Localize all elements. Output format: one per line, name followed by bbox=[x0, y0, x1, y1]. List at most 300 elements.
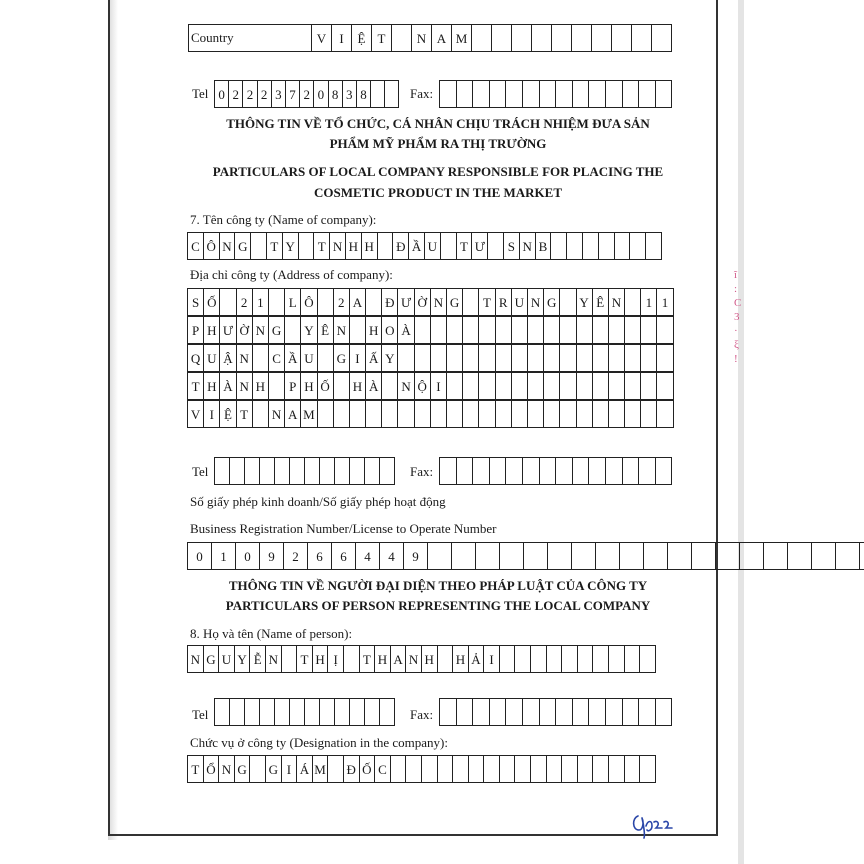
form-cell: N bbox=[397, 372, 414, 400]
form-cell: N bbox=[329, 232, 346, 260]
form-cell: 1 bbox=[656, 288, 673, 316]
form-cell: 4 bbox=[379, 542, 404, 570]
form-cell bbox=[349, 316, 366, 344]
form-cell bbox=[643, 542, 668, 570]
section-person-title-vi: THÔNG TIN VỀ NGƯỜI ĐẠI DIỆN THEO PHÁP LUẬT CỦA CÔNG TY bbox=[228, 578, 648, 593]
form-cell bbox=[638, 457, 656, 485]
form-cell bbox=[639, 755, 656, 783]
form-cell bbox=[595, 542, 620, 570]
form-cell bbox=[631, 24, 652, 52]
form-cell bbox=[640, 316, 657, 344]
form-cell bbox=[655, 80, 673, 108]
form-cell bbox=[456, 698, 474, 726]
form-cell bbox=[439, 698, 457, 726]
form-cell: Ệ bbox=[219, 400, 236, 428]
license-label-en: Business Registration Number/License to Operate Number bbox=[190, 521, 497, 536]
form-cell bbox=[446, 344, 463, 372]
form-cell bbox=[317, 344, 334, 372]
form-cell bbox=[478, 344, 495, 372]
form-cell: Ộ bbox=[414, 372, 431, 400]
form-cell bbox=[543, 400, 560, 428]
form-cell: N bbox=[519, 232, 536, 260]
form-cell bbox=[219, 288, 236, 316]
form-cell: U bbox=[424, 232, 441, 260]
form-cell: 2 bbox=[283, 542, 308, 570]
form-cell: N bbox=[608, 288, 625, 316]
form-cell: 6 bbox=[307, 542, 332, 570]
form-cell bbox=[319, 698, 335, 726]
form-cell bbox=[576, 400, 593, 428]
form-cell: S bbox=[503, 232, 520, 260]
form-cell: 9 bbox=[403, 542, 428, 570]
form-cell bbox=[365, 400, 382, 428]
form-cell: 7 bbox=[285, 80, 300, 108]
form-cell bbox=[268, 372, 285, 400]
form-cell bbox=[495, 344, 512, 372]
form-cell: 3 bbox=[271, 80, 286, 108]
form-cell: N bbox=[268, 400, 285, 428]
form-cell: Y bbox=[381, 344, 398, 372]
form-cell bbox=[619, 542, 644, 570]
form-cell bbox=[430, 400, 447, 428]
form-cell: Ậ bbox=[219, 344, 236, 372]
form-cell bbox=[645, 232, 662, 260]
form-cell bbox=[527, 316, 544, 344]
form-cell: Đ bbox=[343, 755, 360, 783]
form-cell: H bbox=[203, 372, 220, 400]
form-cell bbox=[427, 542, 452, 570]
form-cell: A bbox=[284, 400, 301, 428]
form-cell: Y bbox=[576, 288, 593, 316]
form-cell: 6 bbox=[331, 542, 356, 570]
designation-label: Chức vụ ở công ty (Designation in the company): bbox=[190, 735, 448, 750]
form-cell: 2 bbox=[228, 80, 243, 108]
form-cell: G bbox=[333, 344, 350, 372]
form-cell: 0 bbox=[313, 80, 328, 108]
form-cell bbox=[577, 755, 594, 783]
form-cell: N bbox=[430, 288, 447, 316]
form-cell bbox=[281, 645, 298, 673]
form-cell bbox=[572, 80, 590, 108]
form-cell bbox=[462, 288, 479, 316]
form-cell: N bbox=[527, 288, 544, 316]
tel-label-3: Tel bbox=[192, 707, 209, 722]
form-cell: T bbox=[266, 232, 283, 260]
form-cell bbox=[397, 400, 414, 428]
form-cell bbox=[391, 24, 412, 52]
section-person-title-en: PARTICULARS OF PERSON REPRESENTING THE LOCAL COMPANY bbox=[225, 598, 651, 613]
form-cell: Đ bbox=[392, 232, 409, 260]
form-cell bbox=[561, 755, 578, 783]
form-cell: Ễ bbox=[249, 645, 266, 673]
form-cell: Ả bbox=[468, 645, 485, 673]
form-cell bbox=[491, 24, 512, 52]
form-cell bbox=[588, 457, 606, 485]
section-company-title-vi-2: PHẨM MỸ PHẨM RA THỊ TRƯỜNG bbox=[329, 136, 547, 151]
form-cell bbox=[304, 698, 320, 726]
form-cell bbox=[592, 372, 609, 400]
form-cell: Ấ bbox=[365, 344, 382, 372]
form-cell bbox=[640, 400, 657, 428]
form-cell bbox=[577, 645, 594, 673]
form-cell bbox=[559, 400, 576, 428]
license-label-vi: Số giấy phép kinh doanh/Số giấy phép hoạt động bbox=[190, 494, 446, 509]
form-cell bbox=[629, 232, 646, 260]
fax-label-1: Fax: bbox=[410, 86, 434, 101]
form-cell bbox=[656, 316, 673, 344]
adjacent-page-edge bbox=[738, 0, 744, 864]
form-cell: Ố bbox=[359, 755, 376, 783]
form-cell bbox=[559, 372, 576, 400]
form-cell bbox=[252, 400, 269, 428]
form-cell: A bbox=[349, 288, 366, 316]
form-cell bbox=[640, 372, 657, 400]
form-cell bbox=[343, 645, 360, 673]
form-cell bbox=[605, 80, 623, 108]
form-cell: G bbox=[268, 316, 285, 344]
form-cell bbox=[505, 80, 523, 108]
form-cell bbox=[511, 316, 528, 344]
form-cell bbox=[592, 755, 609, 783]
form-cell: N bbox=[187, 645, 204, 673]
form-cell bbox=[624, 344, 641, 372]
form-cell: Ư bbox=[219, 316, 236, 344]
form-cell: H bbox=[312, 645, 329, 673]
form-cell: Ầ bbox=[284, 344, 301, 372]
form-cell: 2 bbox=[333, 288, 350, 316]
form-cell bbox=[214, 698, 230, 726]
form-cell bbox=[624, 288, 641, 316]
form-cell: G bbox=[234, 755, 251, 783]
form-cell bbox=[472, 457, 490, 485]
form-cell bbox=[439, 80, 457, 108]
form-cell bbox=[495, 316, 512, 344]
form-cell bbox=[317, 400, 334, 428]
form-cell bbox=[591, 24, 612, 52]
form-cell: N bbox=[252, 316, 269, 344]
form-cell bbox=[379, 457, 395, 485]
form-cell: S bbox=[187, 288, 204, 316]
form-cell bbox=[259, 698, 275, 726]
form-cell bbox=[364, 457, 380, 485]
form-cell: N bbox=[411, 24, 432, 52]
form-cell bbox=[430, 344, 447, 372]
form-cell bbox=[605, 457, 623, 485]
form-cell: À bbox=[397, 316, 414, 344]
form-cell: 0 bbox=[235, 542, 260, 570]
form-cell: 1 bbox=[211, 542, 236, 570]
form-cell bbox=[622, 457, 640, 485]
form-cell bbox=[505, 457, 523, 485]
form-cell: M bbox=[300, 400, 317, 428]
form-cell bbox=[608, 316, 625, 344]
form-cell: N bbox=[219, 232, 236, 260]
form-cell: U bbox=[218, 645, 235, 673]
fax-label-2: Fax: bbox=[410, 464, 434, 479]
form-cell bbox=[571, 24, 592, 52]
fax-cells-2 bbox=[440, 457, 672, 485]
form-cell: V bbox=[311, 24, 332, 52]
form-cell: I bbox=[349, 344, 366, 372]
form-cell bbox=[640, 344, 657, 372]
form-cell bbox=[546, 755, 563, 783]
country-label: Country bbox=[188, 24, 312, 52]
form-cell bbox=[561, 645, 578, 673]
form-cell bbox=[543, 372, 560, 400]
form-cell bbox=[572, 698, 590, 726]
form-cell: 8 bbox=[328, 80, 343, 108]
form-cell bbox=[349, 698, 365, 726]
address-label: Địa chỉ công ty (Address of company): bbox=[190, 267, 393, 282]
form-cell bbox=[397, 344, 414, 372]
form-cell: 3 bbox=[342, 80, 357, 108]
form-cell bbox=[859, 542, 864, 570]
form-cell bbox=[511, 24, 532, 52]
tel-label-1: Tel bbox=[192, 86, 209, 101]
form-cell bbox=[327, 755, 344, 783]
form-cell bbox=[250, 232, 267, 260]
form-cell: Q bbox=[187, 344, 204, 372]
form-cell bbox=[811, 542, 836, 570]
form-cell bbox=[489, 457, 507, 485]
form-cell bbox=[452, 755, 469, 783]
form-cell bbox=[514, 755, 531, 783]
form-cell: 8 bbox=[356, 80, 371, 108]
address-row-1 bbox=[188, 288, 674, 316]
designation-cells bbox=[188, 755, 656, 783]
form-cell bbox=[349, 457, 365, 485]
form-cell bbox=[588, 698, 606, 726]
form-cell bbox=[440, 232, 457, 260]
form-cell: I bbox=[281, 755, 298, 783]
form-cell bbox=[259, 457, 275, 485]
form-cell bbox=[576, 372, 593, 400]
fax-label-3: Fax: bbox=[410, 707, 434, 722]
form-cell bbox=[430, 316, 447, 344]
form-cell bbox=[566, 232, 583, 260]
form-cell: H bbox=[365, 316, 382, 344]
form-cell bbox=[624, 372, 641, 400]
form-cell bbox=[523, 542, 548, 570]
form-cell bbox=[656, 344, 673, 372]
form-cell bbox=[475, 542, 500, 570]
form-cell bbox=[572, 457, 590, 485]
form-cell bbox=[605, 698, 623, 726]
form-cell: 1 bbox=[640, 288, 657, 316]
form-cell bbox=[655, 457, 673, 485]
section-company-title-vi: THÔNG TIN VỀ TỔ CHỨC, CÁ NHÂN CHỊU TRÁCH NHIỆM ĐƯA SẢN bbox=[226, 116, 650, 131]
form-cell bbox=[655, 698, 673, 726]
form-cell bbox=[446, 316, 463, 344]
form-cell bbox=[608, 645, 625, 673]
form-cell bbox=[252, 344, 269, 372]
form-cell: V bbox=[187, 400, 204, 428]
form-cell bbox=[472, 698, 490, 726]
form-cell bbox=[377, 232, 394, 260]
form-cell bbox=[489, 80, 507, 108]
form-cell bbox=[527, 344, 544, 372]
form-cell: N bbox=[236, 344, 253, 372]
form-cell bbox=[349, 400, 366, 428]
form-cell bbox=[446, 372, 463, 400]
form-cell bbox=[550, 232, 567, 260]
form-cell: Đ bbox=[381, 288, 398, 316]
form-cell bbox=[530, 755, 547, 783]
form-cell bbox=[588, 80, 606, 108]
form-cell: Ờ bbox=[414, 288, 431, 316]
form-cell: G bbox=[543, 288, 560, 316]
tel-label-2: Tel bbox=[192, 464, 209, 479]
form-cell: Y bbox=[300, 316, 317, 344]
form-cell: T bbox=[296, 645, 313, 673]
form-cell bbox=[364, 698, 380, 726]
form-cell: G bbox=[265, 755, 282, 783]
form-cell bbox=[531, 24, 552, 52]
form-cell bbox=[539, 457, 557, 485]
form-cell bbox=[656, 372, 673, 400]
form-cell bbox=[333, 372, 350, 400]
form-cell bbox=[456, 80, 474, 108]
form-cell: H bbox=[345, 232, 362, 260]
form-cell bbox=[317, 288, 334, 316]
form-cell: 1 bbox=[252, 288, 269, 316]
form-cell: G bbox=[446, 288, 463, 316]
form-cell bbox=[365, 288, 382, 316]
form-cell bbox=[624, 755, 641, 783]
form-cell: G bbox=[234, 232, 251, 260]
form-cell bbox=[505, 698, 523, 726]
form-cell bbox=[319, 457, 335, 485]
form-cell: 4 bbox=[355, 542, 380, 570]
form-cell bbox=[522, 698, 540, 726]
form-cell bbox=[437, 645, 454, 673]
form-cell bbox=[651, 24, 672, 52]
form-cell bbox=[608, 372, 625, 400]
form-cell: H bbox=[252, 372, 269, 400]
form-cell bbox=[478, 316, 495, 344]
form-cell: A bbox=[390, 645, 407, 673]
address-row-2 bbox=[188, 316, 674, 344]
company-name-cells bbox=[188, 232, 662, 260]
form-cell bbox=[608, 344, 625, 372]
form-cell: O bbox=[381, 316, 398, 344]
form-cell bbox=[551, 24, 572, 52]
form-cell: Y bbox=[234, 645, 251, 673]
form-cell bbox=[487, 232, 504, 260]
form-cell: T bbox=[478, 288, 495, 316]
form-cell: T bbox=[359, 645, 376, 673]
form-cell: H bbox=[349, 372, 366, 400]
form-cell bbox=[835, 542, 860, 570]
address-row-4 bbox=[188, 372, 674, 400]
form-cell bbox=[638, 698, 656, 726]
form-cell bbox=[478, 372, 495, 400]
form-cell: Ư bbox=[397, 288, 414, 316]
form-cell bbox=[592, 400, 609, 428]
form-cell bbox=[739, 542, 764, 570]
form-cell bbox=[608, 755, 625, 783]
form-cell: I bbox=[331, 24, 352, 52]
form-cell: B bbox=[535, 232, 552, 260]
form-cell bbox=[456, 457, 474, 485]
form-cell bbox=[214, 457, 230, 485]
form-cell bbox=[414, 400, 431, 428]
form-cell bbox=[614, 232, 631, 260]
form-cell: I bbox=[203, 400, 220, 428]
form-cell bbox=[622, 80, 640, 108]
form-cell: 2 bbox=[299, 80, 314, 108]
form-cell: 9 bbox=[259, 542, 284, 570]
form-cell bbox=[437, 755, 454, 783]
form-cell bbox=[511, 344, 528, 372]
form-cell: Ư bbox=[471, 232, 488, 260]
form-cell bbox=[499, 542, 524, 570]
form-cell bbox=[559, 344, 576, 372]
form-cell: Á bbox=[296, 755, 313, 783]
handwritten-initials-signature bbox=[630, 810, 674, 840]
form-cell: T bbox=[236, 400, 253, 428]
form-cell: H bbox=[300, 372, 317, 400]
tel-cells-1 bbox=[215, 80, 399, 108]
form-cell: G bbox=[203, 645, 220, 673]
form-cell bbox=[539, 698, 557, 726]
form-cell bbox=[787, 542, 812, 570]
form-cell: M bbox=[312, 755, 329, 783]
form-cell: 0 bbox=[214, 80, 229, 108]
country-row bbox=[188, 24, 672, 52]
form-cell: C bbox=[187, 232, 204, 260]
form-cell: Ổ bbox=[203, 755, 220, 783]
form-cell: R bbox=[495, 288, 512, 316]
form-cell: À bbox=[219, 372, 236, 400]
form-cell bbox=[511, 400, 528, 428]
form-cell: H bbox=[452, 645, 469, 673]
form-cell bbox=[471, 24, 492, 52]
form-cell bbox=[489, 698, 507, 726]
form-cell bbox=[608, 400, 625, 428]
form-cell bbox=[624, 316, 641, 344]
form-cell: H bbox=[374, 645, 391, 673]
form-cell bbox=[571, 542, 596, 570]
form-cell bbox=[414, 344, 431, 372]
form-cell: 2 bbox=[236, 288, 253, 316]
form-cell: N bbox=[333, 316, 350, 344]
form-cell: L bbox=[284, 288, 301, 316]
form-cell: 2 bbox=[257, 80, 272, 108]
form-cell: T bbox=[187, 755, 204, 783]
form-cell bbox=[274, 457, 290, 485]
license-number-cells bbox=[188, 542, 864, 570]
form-cell: H bbox=[421, 645, 438, 673]
form-cell: I bbox=[430, 372, 447, 400]
form-cell bbox=[446, 400, 463, 428]
form-cell: Ố bbox=[203, 288, 220, 316]
form-cell: P bbox=[284, 372, 301, 400]
form-cell bbox=[462, 400, 479, 428]
form-cell bbox=[638, 80, 656, 108]
form-cell bbox=[229, 457, 245, 485]
form-cell bbox=[268, 288, 285, 316]
form-cell: À bbox=[365, 372, 382, 400]
form-cell bbox=[405, 755, 422, 783]
form-cell bbox=[289, 698, 305, 726]
form-cell: U bbox=[300, 344, 317, 372]
form-cell bbox=[582, 232, 599, 260]
form-cell: Ệ bbox=[351, 24, 372, 52]
form-cell bbox=[304, 457, 320, 485]
address-row-5 bbox=[188, 400, 674, 428]
form-cell bbox=[451, 542, 476, 570]
